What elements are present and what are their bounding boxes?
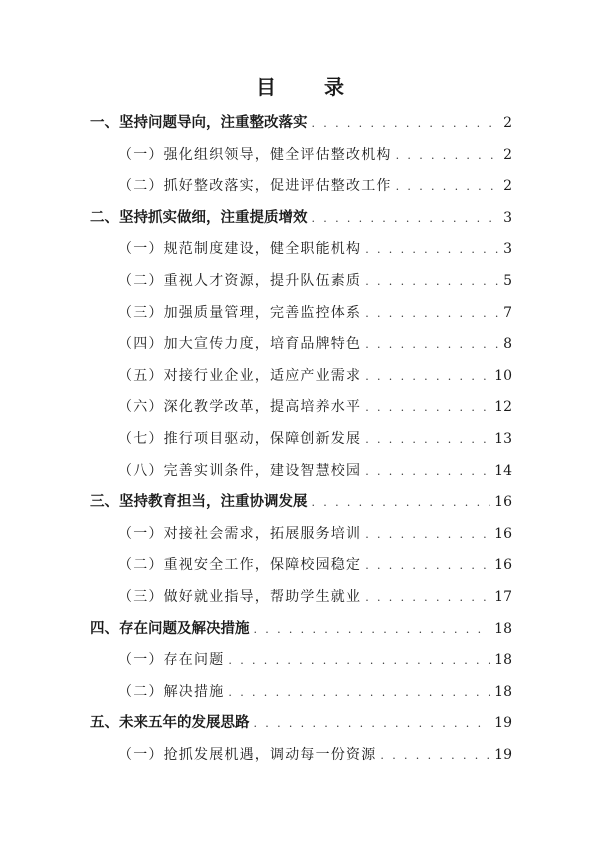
toc-page-number: 14 [494,462,512,479]
toc-dot-leader [365,361,490,393]
toc-page-number: 13 [494,430,512,447]
toc-dot-leader [396,140,498,172]
toc-dot-leader [254,708,491,740]
toc-page-number: 3 [503,241,512,258]
page-title: 目 录 [256,75,358,99]
toc-dot-leader [365,266,498,298]
toc-dot-leader [365,329,498,361]
toc-dot-leader [365,519,490,551]
toc-page-number: 2 [503,115,512,131]
toc-dot-leader [365,424,490,456]
toc-entry-label: （八）完善实训条件，建设智慧校园 [118,462,362,479]
toc-entry[interactable] [90,234,512,266]
toc-dot-leader [365,234,498,266]
toc-entry-label: （二）重视人才资源，提升队伍素质 [118,272,362,289]
toc-entry-label: （一）规范制度建设，健全职能机构 [118,241,362,258]
toc-entry[interactable] [90,645,512,677]
toc-dot-leader [396,171,498,203]
toc-entry-label: 二、坚持抓实做细，注重提质增效 [90,209,308,226]
toc-entry-label: （七）推行项目驱动，保障创新发展 [118,430,362,447]
toc-entry-label: 四、存在问题及解决措施 [90,620,250,637]
toc-page-number: 19 [494,746,512,763]
toc-page-number: 7 [503,304,512,321]
toc-entry[interactable] [90,550,512,582]
toc-dot-leader [365,392,490,424]
toc-dot-leader [365,582,490,614]
table-of-contents [90,108,512,771]
toc-entry-label: （二）重视安全工作，保障校园稳定 [118,557,362,574]
toc-page-number: 16 [494,494,512,511]
toc-page-number: 18 [494,620,512,637]
toc-entry-label: （一）强化组织领导，健全评估整改机构 [118,146,392,163]
toc-dot-leader [365,298,498,330]
toc-entry[interactable] [90,456,512,488]
toc-entry-label: （一）抢抓发展机遇，调动每一份资源 [118,746,377,763]
toc-page-number: 12 [494,399,512,416]
toc-dot-leader [228,677,490,709]
toc-entry[interactable] [90,266,512,298]
toc-page-number: 2 [503,178,512,195]
toc-page-number: 8 [503,336,512,353]
toc-page-number: 10 [494,367,512,384]
toc-entry-label: （四）加大宣传力度，培育品牌特色 [118,336,362,353]
toc-dot-leader [312,108,499,140]
toc-dot-leader [312,203,499,235]
toc-entry[interactable] [90,614,512,646]
toc-entry[interactable] [90,329,512,361]
toc-entry-label: （三）做好就业指导，帮助学生就业 [118,588,362,605]
toc-entry[interactable] [90,582,512,614]
toc-entry[interactable] [90,740,512,772]
toc-entry[interactable] [90,708,512,740]
toc-entry[interactable] [90,519,512,551]
toc-dot-leader [254,614,491,646]
toc-page-number: 18 [494,683,512,700]
toc-entry[interactable] [90,424,512,456]
toc-dot-leader [380,740,490,772]
toc-entry-label: 三、坚持教育担当，注重协调发展 [90,494,308,511]
toc-page-number: 2 [503,146,512,163]
toc-entry-label: 一、坚持问题导向，注重整改落实 [90,115,308,131]
toc-page-number: 19 [494,715,512,732]
toc-entry-label: （五）对接行业企业，适应产业需求 [118,367,362,384]
toc-entry[interactable] [90,361,512,393]
toc-dot-leader [365,550,490,582]
toc-dot-leader [312,487,491,519]
toc-entry-label: （三）加强质量管理，完善监控体系 [118,304,362,321]
toc-entry[interactable] [90,108,512,140]
toc-dot-leader [228,645,490,677]
toc-page-number: 5 [503,272,512,289]
toc-page-number: 3 [503,209,512,226]
toc-entry[interactable] [90,677,512,709]
toc-dot-leader [365,456,490,488]
toc-entry[interactable] [90,203,512,235]
toc-entry-label: 五、未来五年的发展思路 [90,715,250,732]
toc-entry-label: （一）对接社会需求，拓展服务培训 [118,525,362,542]
toc-entry[interactable] [90,171,512,203]
toc-page-number: 16 [494,557,512,574]
toc-page-number: 18 [494,652,512,669]
toc-entry-label: （六）深化教学改革，提高培养水平 [118,399,362,416]
toc-entry-label: （二）解决措施 [118,683,225,700]
toc-page-number: 17 [494,588,512,605]
toc-entry-label: （二）抓好整改落实，促进评估整改工作 [118,178,392,195]
toc-page-number: 16 [494,525,512,542]
toc-entry[interactable] [90,140,512,172]
toc-entry[interactable] [90,487,512,519]
toc-entry-label: （一）存在问题 [118,652,225,669]
toc-entry[interactable] [90,392,512,424]
toc-entry[interactable] [90,298,512,330]
